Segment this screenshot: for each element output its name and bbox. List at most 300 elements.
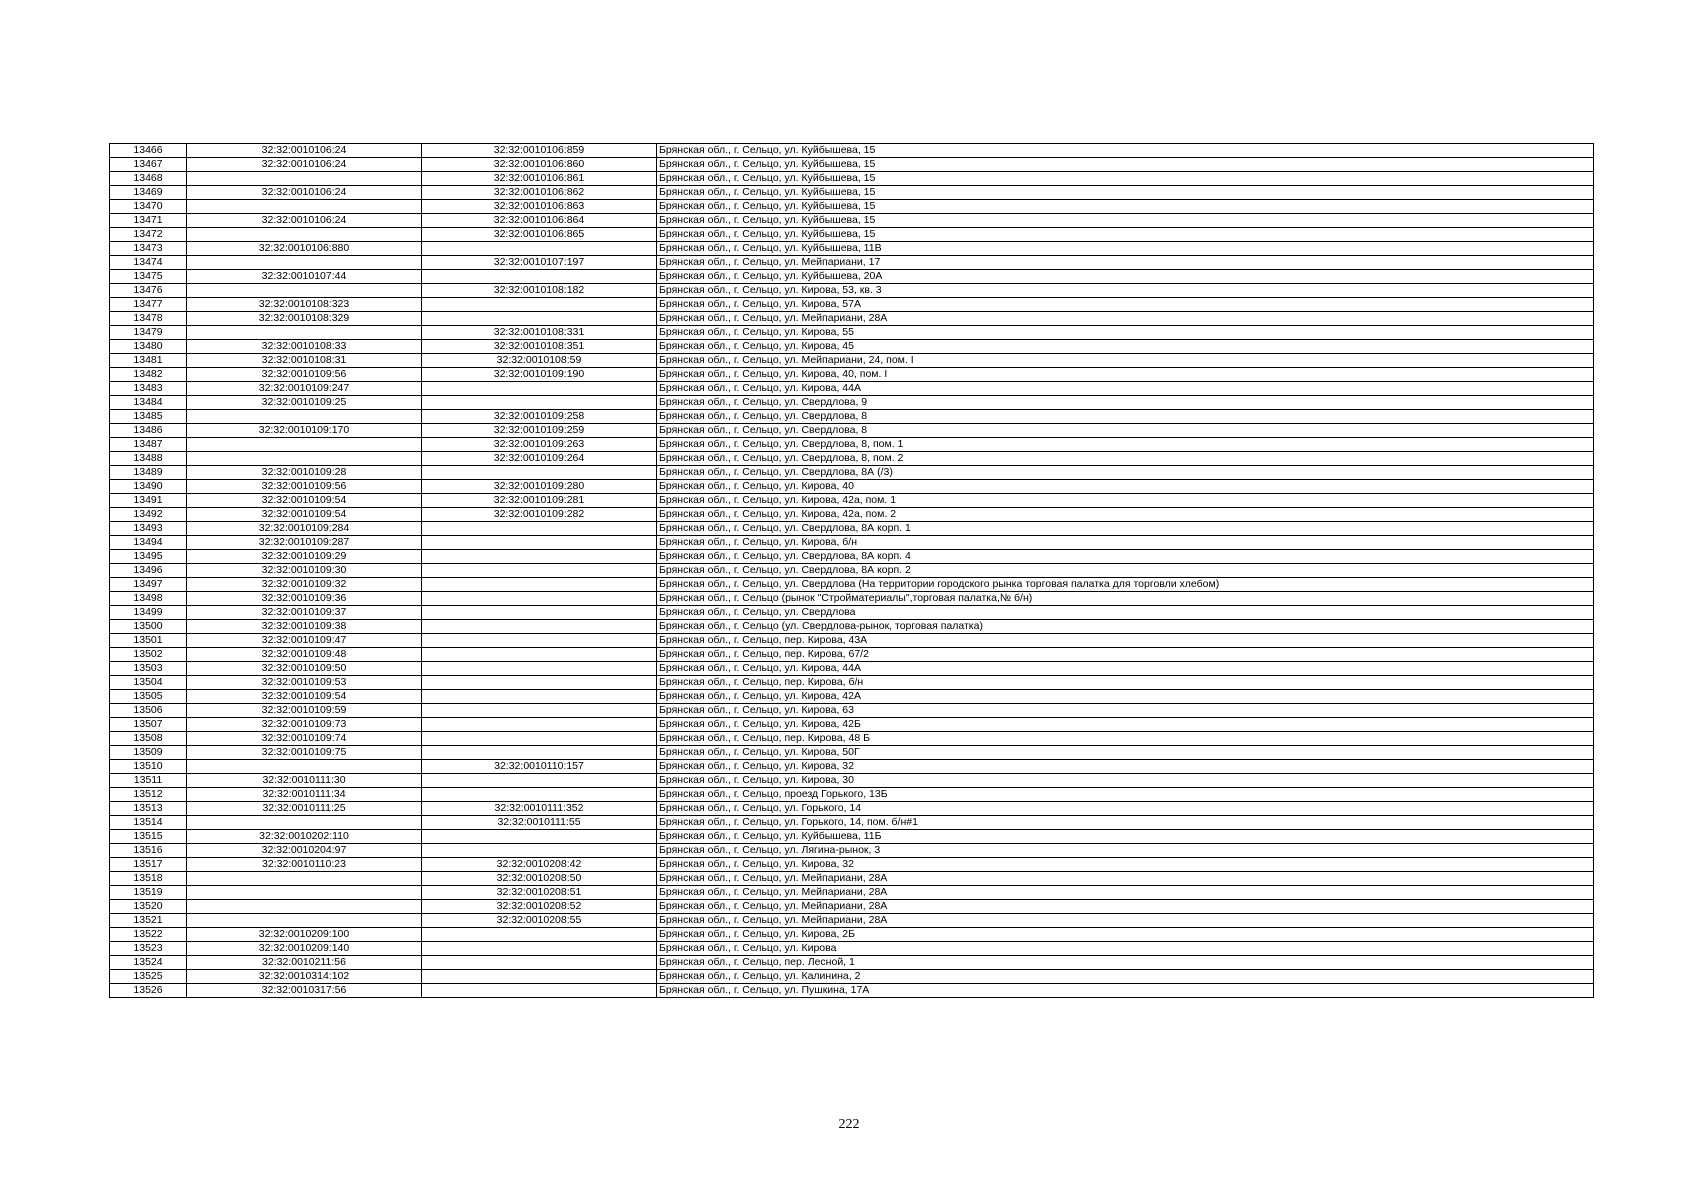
object-cadastral-number-cell: 32:32:0010109:280: [422, 480, 657, 494]
table-row: [110, 200, 1594, 214]
object-cadastral-number-cell: 32:32:0010108:331: [422, 326, 657, 340]
table-row: [110, 354, 1594, 368]
row-number-cell: 13490: [110, 480, 187, 494]
cadastral-number-cell: [187, 228, 422, 242]
address-cell: Брянская обл., г. Сельцо, ул. Мейпариани, 28А: [657, 914, 1594, 928]
object-cadastral-number-cell: 32:32:0010106:863: [422, 200, 657, 214]
object-cadastral-number-cell: 32:32:0010106:865: [422, 228, 657, 242]
table-row: [110, 466, 1594, 480]
object-cadastral-number-cell: [422, 312, 657, 326]
object-cadastral-number-cell: [422, 550, 657, 564]
address-cell: Брянская обл., г. Сельцо, ул. Куйбышева, 15: [657, 144, 1594, 158]
object-cadastral-number-cell: 32:32:0010208:55: [422, 914, 657, 928]
cadastral-number-cell: 32:32:0010109:54: [187, 690, 422, 704]
table-row: [110, 424, 1594, 438]
row-number-cell: 13516: [110, 844, 187, 858]
address-cell: Брянская обл., г. Сельцо, проезд Горького, 13Б: [657, 788, 1594, 802]
address-cell: Брянская обл., г. Сельцо, ул. Кирова, 2Б: [657, 928, 1594, 942]
cadastral-number-cell: 32:32:0010109:32: [187, 578, 422, 592]
address-cell: Брянская обл., г. Сельцо, ул. Кирова, б/н: [657, 536, 1594, 550]
table-row: [110, 942, 1594, 956]
object-cadastral-number-cell: [422, 774, 657, 788]
row-number-cell: 13518: [110, 872, 187, 886]
object-cadastral-number-cell: [422, 830, 657, 844]
cadastral-number-cell: 32:32:0010110:23: [187, 858, 422, 872]
object-cadastral-number-cell: 32:32:0010109:190: [422, 368, 657, 382]
row-number-cell: 13477: [110, 298, 187, 312]
table-row: [110, 886, 1594, 900]
table-row: [110, 788, 1594, 802]
table-row: [110, 494, 1594, 508]
cadastral-number-cell: 32:32:0010108:33: [187, 340, 422, 354]
table-row: [110, 536, 1594, 550]
row-number-cell: 13470: [110, 200, 187, 214]
row-number-cell: 13508: [110, 732, 187, 746]
registry-table: [109, 143, 1594, 998]
object-cadastral-number-cell: [422, 928, 657, 942]
address-cell: Брянская обл., г. Сельцо, ул. Куйбышева, 11В: [657, 242, 1594, 256]
object-cadastral-number-cell: [422, 536, 657, 550]
address-cell: Брянская обл., г. Сельцо, ул. Свердлова: [657, 606, 1594, 620]
cadastral-number-cell: [187, 284, 422, 298]
object-cadastral-number-cell: 32:32:0010109:259: [422, 424, 657, 438]
cadastral-number-cell: [187, 172, 422, 186]
row-number-cell: 13466: [110, 144, 187, 158]
cadastral-number-cell: 32:32:0010108:329: [187, 312, 422, 326]
table-row: [110, 928, 1594, 942]
object-cadastral-number-cell: 32:32:0010208:42: [422, 858, 657, 872]
table-row: [110, 774, 1594, 788]
cadastral-number-cell: 32:32:0010111:30: [187, 774, 422, 788]
table-row: [110, 564, 1594, 578]
row-number-cell: 13509: [110, 746, 187, 760]
object-cadastral-number-cell: 32:32:0010111:55: [422, 816, 657, 830]
row-number-cell: 13497: [110, 578, 187, 592]
address-cell: Брянская обл., г. Сельцо, ул. Кирова, 63: [657, 704, 1594, 718]
table-row: [110, 592, 1594, 606]
row-number-cell: 13468: [110, 172, 187, 186]
address-cell: Брянская обл., г. Сельцо, ул. Кирова, 42Б: [657, 718, 1594, 732]
row-number-cell: 13496: [110, 564, 187, 578]
table-row: [110, 984, 1594, 998]
table-row: [110, 914, 1594, 928]
table-row: [110, 452, 1594, 466]
object-cadastral-number-cell: [422, 942, 657, 956]
object-cadastral-number-cell: [422, 970, 657, 984]
row-number-cell: 13478: [110, 312, 187, 326]
table-row: [110, 522, 1594, 536]
table-row: [110, 284, 1594, 298]
table-row: [110, 956, 1594, 970]
row-number-cell: 13499: [110, 606, 187, 620]
address-cell: Брянская обл., г. Сельцо, ул. Мейпариани, 28А: [657, 900, 1594, 914]
address-cell: Брянская обл., г. Сельцо, ул. Лягина-рынок, 3: [657, 844, 1594, 858]
object-cadastral-number-cell: 32:32:0010208:52: [422, 900, 657, 914]
row-number-cell: 13512: [110, 788, 187, 802]
address-cell: Брянская обл., г. Сельцо, ул. Кирова, 42а, пом. 2: [657, 508, 1594, 522]
object-cadastral-number-cell: [422, 732, 657, 746]
address-cell: Брянская обл., г. Сельцо, ул. Куйбышева, 20А: [657, 270, 1594, 284]
address-cell: Брянская обл., г. Сельцо (рынок "Стройматериалы",торговая палатка,№ б/н): [657, 592, 1594, 606]
table-row: [110, 802, 1594, 816]
cadastral-number-cell: [187, 256, 422, 270]
table-row: [110, 578, 1594, 592]
row-number-cell: 13482: [110, 368, 187, 382]
object-cadastral-number-cell: 32:32:0010107:197: [422, 256, 657, 270]
address-cell: Брянская обл., г. Сельцо, ул. Мейпариани, 17: [657, 256, 1594, 270]
cadastral-number-cell: 32:32:0010109:25: [187, 396, 422, 410]
object-cadastral-number-cell: [422, 382, 657, 396]
address-cell: Брянская обл., г. Сельцо, ул. Кирова, 40: [657, 480, 1594, 494]
address-cell: Брянская обл., г. Сельцо, пер. Кирова, 48 Б: [657, 732, 1594, 746]
table-row: [110, 550, 1594, 564]
cadastral-number-cell: [187, 452, 422, 466]
address-cell: Брянская обл., г. Сельцо, ул. Свердлова, 8: [657, 410, 1594, 424]
row-number-cell: 13507: [110, 718, 187, 732]
address-cell: Брянская обл., г. Сельцо, ул. Кирова, 57А: [657, 298, 1594, 312]
address-cell: Брянская обл., г. Сельцо, ул. Кирова, 44А: [657, 382, 1594, 396]
address-cell: Брянская обл., г. Сельцо, ул. Мейпариани, 28А: [657, 886, 1594, 900]
page-number: 222: [838, 1117, 860, 1132]
row-number-cell: 13493: [110, 522, 187, 536]
object-cadastral-number-cell: [422, 718, 657, 732]
object-cadastral-number-cell: 32:32:0010106:862: [422, 186, 657, 200]
address-cell: Брянская обл., г. Сельцо, ул. Кирова, 55: [657, 326, 1594, 340]
cadastral-number-cell: 32:32:0010204:97: [187, 844, 422, 858]
row-number-cell: 13504: [110, 676, 187, 690]
object-cadastral-number-cell: [422, 648, 657, 662]
row-number-cell: 13476: [110, 284, 187, 298]
object-cadastral-number-cell: [422, 746, 657, 760]
address-cell: Брянская обл., г. Сельцо, ул. Кирова, 45: [657, 340, 1594, 354]
table-row: [110, 760, 1594, 774]
object-cadastral-number-cell: [422, 844, 657, 858]
address-cell: Брянская обл., г. Сельцо, ул. Мейпариани, 24, пом. I: [657, 354, 1594, 368]
address-cell: Брянская обл., г. Сельцо, ул. Кирова, 32: [657, 858, 1594, 872]
cadastral-number-cell: 32:32:0010109:56: [187, 368, 422, 382]
cadastral-number-cell: 32:32:0010109:284: [187, 522, 422, 536]
table-row: [110, 704, 1594, 718]
registry-table-body: [110, 144, 1594, 998]
address-cell: Брянская обл., г. Сельцо, ул. Куйбышева, 15: [657, 158, 1594, 172]
object-cadastral-number-cell: [422, 956, 657, 970]
row-number-cell: 13526: [110, 984, 187, 998]
row-number-cell: 13519: [110, 886, 187, 900]
table-row: [110, 508, 1594, 522]
row-number-cell: 13488: [110, 452, 187, 466]
table-row: [110, 340, 1594, 354]
object-cadastral-number-cell: 32:32:0010108:182: [422, 284, 657, 298]
object-cadastral-number-cell: 32:32:0010109:258: [422, 410, 657, 424]
table-row: [110, 718, 1594, 732]
table-row: [110, 172, 1594, 186]
cadastral-number-cell: 32:32:0010109:47: [187, 634, 422, 648]
address-cell: Брянская обл., г. Сельцо, ул. Свердлова, 8А корп. 4: [657, 550, 1594, 564]
table-row: [110, 312, 1594, 326]
object-cadastral-number-cell: 32:32:0010208:50: [422, 872, 657, 886]
cadastral-number-cell: 32:32:0010109:37: [187, 606, 422, 620]
address-cell: Брянская обл., г. Сельцо, ул. Кирова, 53, кв. 3: [657, 284, 1594, 298]
table-row: [110, 396, 1594, 410]
row-number-cell: 13500: [110, 620, 187, 634]
table-row: [110, 900, 1594, 914]
table-row: [110, 662, 1594, 676]
table-row: [110, 970, 1594, 984]
cadastral-number-cell: 32:32:0010109:75: [187, 746, 422, 760]
object-cadastral-number-cell: [422, 676, 657, 690]
table-row: [110, 620, 1594, 634]
row-number-cell: 13486: [110, 424, 187, 438]
table-row: [110, 438, 1594, 452]
address-cell: Брянская обл., г. Сельцо, ул. Горького, 14: [657, 802, 1594, 816]
cadastral-number-cell: 32:32:0010109:29: [187, 550, 422, 564]
row-number-cell: 13520: [110, 900, 187, 914]
cadastral-number-cell: [187, 872, 422, 886]
cadastral-number-cell: 32:32:0010211:56: [187, 956, 422, 970]
table-row: [110, 228, 1594, 242]
row-number-cell: 13475: [110, 270, 187, 284]
row-number-cell: 13495: [110, 550, 187, 564]
cadastral-number-cell: [187, 760, 422, 774]
address-cell: Брянская обл., г. Сельцо, ул. Калинина, 2: [657, 970, 1594, 984]
table-row: [110, 746, 1594, 760]
cadastral-number-cell: 32:32:0010109:74: [187, 732, 422, 746]
address-cell: Брянская обл., г. Сельцо, ул. Свердлова, 8А корп. 2: [657, 564, 1594, 578]
object-cadastral-number-cell: [422, 620, 657, 634]
object-cadastral-number-cell: [422, 298, 657, 312]
cadastral-number-cell: 32:32:0010108:31: [187, 354, 422, 368]
address-cell: Брянская обл., г. Сельцо, ул. Куйбышева, 15: [657, 186, 1594, 200]
object-cadastral-number-cell: [422, 662, 657, 676]
object-cadastral-number-cell: 32:32:0010208:51: [422, 886, 657, 900]
table-row: [110, 158, 1594, 172]
address-cell: Брянская обл., г. Сельцо, ул. Кирова, 50Г: [657, 746, 1594, 760]
row-number-cell: 13491: [110, 494, 187, 508]
row-number-cell: 13474: [110, 256, 187, 270]
table-row: [110, 256, 1594, 270]
address-cell: Брянская обл., г. Сельцо (ул. Свердлова-рынок, торговая палатка): [657, 620, 1594, 634]
address-cell: Брянская обл., г. Сельцо, пер. Кирова, б/н: [657, 676, 1594, 690]
address-cell: Брянская обл., г. Сельцо, ул. Куйбышева, 15: [657, 172, 1594, 186]
cadastral-number-cell: 32:32:0010109:287: [187, 536, 422, 550]
row-number-cell: 13522: [110, 928, 187, 942]
table-row: [110, 270, 1594, 284]
address-cell: Брянская обл., г. Сельцо, ул. Куйбышева, 15: [657, 228, 1594, 242]
object-cadastral-number-cell: [422, 788, 657, 802]
address-cell: Брянская обл., г. Сельцо, пер. Лесной, 1: [657, 956, 1594, 970]
row-number-cell: 13515: [110, 830, 187, 844]
row-number-cell: 13503: [110, 662, 187, 676]
object-cadastral-number-cell: [422, 690, 657, 704]
row-number-cell: 13505: [110, 690, 187, 704]
row-number-cell: 13498: [110, 592, 187, 606]
object-cadastral-number-cell: 32:32:0010106:860: [422, 158, 657, 172]
row-number-cell: 13479: [110, 326, 187, 340]
row-number-cell: 13487: [110, 438, 187, 452]
object-cadastral-number-cell: [422, 270, 657, 284]
cadastral-number-cell: 32:32:0010106:24: [187, 158, 422, 172]
table-row: [110, 144, 1594, 158]
cadastral-number-cell: 32:32:0010109:247: [187, 382, 422, 396]
table-row: [110, 858, 1594, 872]
table-row: [110, 242, 1594, 256]
table-row: [110, 298, 1594, 312]
address-cell: Брянская обл., г. Сельцо, ул. Горького, 14, пом. б/н#1: [657, 816, 1594, 830]
table-row: [110, 844, 1594, 858]
cadastral-number-cell: [187, 410, 422, 424]
table-row: [110, 214, 1594, 228]
row-number-cell: 13467: [110, 158, 187, 172]
row-number-cell: 13494: [110, 536, 187, 550]
cadastral-number-cell: 32:32:0010109:48: [187, 648, 422, 662]
cadastral-number-cell: 32:32:0010109:54: [187, 494, 422, 508]
cadastral-number-cell: [187, 886, 422, 900]
address-cell: Брянская обл., г. Сельцо, ул. Куйбышева, 15: [657, 214, 1594, 228]
row-number-cell: 13523: [110, 942, 187, 956]
cadastral-number-cell: 32:32:0010109:50: [187, 662, 422, 676]
row-number-cell: 13514: [110, 816, 187, 830]
row-number-cell: 13481: [110, 354, 187, 368]
cadastral-number-cell: 32:32:0010109:54: [187, 508, 422, 522]
cadastral-number-cell: 32:32:0010109:30: [187, 564, 422, 578]
row-number-cell: 13492: [110, 508, 187, 522]
cadastral-number-cell: 32:32:0010202:110: [187, 830, 422, 844]
row-number-cell: 13469: [110, 186, 187, 200]
address-cell: Брянская обл., г. Сельцо, ул. Мейпариани, 28А: [657, 872, 1594, 886]
address-cell: Брянская обл., г. Сельцо, ул. Свердлова, 8, пом. 1: [657, 438, 1594, 452]
address-cell: Брянская обл., г. Сельцо, ул. Куйбышева, 15: [657, 200, 1594, 214]
cadastral-number-cell: 32:32:0010106:24: [187, 144, 422, 158]
object-cadastral-number-cell: [422, 396, 657, 410]
cadastral-number-cell: 32:32:0010108:323: [187, 298, 422, 312]
address-cell: Брянская обл., г. Сельцо, пер. Кирова, 43А: [657, 634, 1594, 648]
table-row: [110, 690, 1594, 704]
address-cell: Брянская обл., г. Сельцо, ул. Свердлова, 9: [657, 396, 1594, 410]
address-cell: Брянская обл., г. Сельцо, ул. Кирова, 44А: [657, 662, 1594, 676]
row-number-cell: 13489: [110, 466, 187, 480]
table-row: [110, 830, 1594, 844]
cadastral-number-cell: 32:32:0010111:25: [187, 802, 422, 816]
cadastral-number-cell: 32:32:0010109:170: [187, 424, 422, 438]
object-cadastral-number-cell: [422, 984, 657, 998]
table-row: [110, 410, 1594, 424]
cadastral-number-cell: 32:32:0010109:73: [187, 718, 422, 732]
table-row: [110, 816, 1594, 830]
address-cell: Брянская обл., г. Сельцо, ул. Кирова, 42А: [657, 690, 1594, 704]
cadastral-number-cell: [187, 200, 422, 214]
row-number-cell: 13472: [110, 228, 187, 242]
cadastral-number-cell: 32:32:0010107:44: [187, 270, 422, 284]
row-number-cell: 13524: [110, 956, 187, 970]
table-row: [110, 382, 1594, 396]
address-cell: Брянская обл., г. Сельцо, ул. Свердлова, 8А (/3): [657, 466, 1594, 480]
row-number-cell: 13473: [110, 242, 187, 256]
cadastral-number-cell: 32:32:0010209:100: [187, 928, 422, 942]
cadastral-number-cell: 32:32:0010109:38: [187, 620, 422, 634]
row-number-cell: 13484: [110, 396, 187, 410]
cadastral-number-cell: 32:32:0010109:59: [187, 704, 422, 718]
object-cadastral-number-cell: 32:32:0010109:282: [422, 508, 657, 522]
cadastral-number-cell: 32:32:0010317:56: [187, 984, 422, 998]
address-cell: Брянская обл., г. Сельцо, ул. Мейпариани, 28А: [657, 312, 1594, 326]
table-row: [110, 326, 1594, 340]
object-cadastral-number-cell: [422, 522, 657, 536]
address-cell: Брянская обл., г. Сельцо, ул. Кирова, 42а, пом. 1: [657, 494, 1594, 508]
address-cell: Брянская обл., г. Сельцо, ул. Куйбышева, 11Б: [657, 830, 1594, 844]
cadastral-number-cell: 32:32:0010111:34: [187, 788, 422, 802]
address-cell: Брянская обл., г. Сельцо, ул. Свердлова, 8А корп. 1: [657, 522, 1594, 536]
object-cadastral-number-cell: [422, 578, 657, 592]
table-row: [110, 480, 1594, 494]
object-cadastral-number-cell: [422, 242, 657, 256]
object-cadastral-number-cell: [422, 704, 657, 718]
address-cell: Брянская обл., г. Сельцо, ул. Кирова, 40, пом. I: [657, 368, 1594, 382]
object-cadastral-number-cell: 32:32:0010106:859: [422, 144, 657, 158]
row-number-cell: 13521: [110, 914, 187, 928]
object-cadastral-number-cell: [422, 564, 657, 578]
row-number-cell: 13517: [110, 858, 187, 872]
cadastral-number-cell: 32:32:0010106:24: [187, 214, 422, 228]
address-cell: Брянская обл., г. Сельцо, ул. Свердлова, 8: [657, 424, 1594, 438]
row-number-cell: 13511: [110, 774, 187, 788]
address-cell: Брянская обл., г. Сельцо, ул. Пушкина, 17А: [657, 984, 1594, 998]
cadastral-number-cell: [187, 326, 422, 340]
cadastral-number-cell: 32:32:0010106:24: [187, 186, 422, 200]
object-cadastral-number-cell: 32:32:0010108:59: [422, 354, 657, 368]
object-cadastral-number-cell: 32:32:0010110:157: [422, 760, 657, 774]
object-cadastral-number-cell: [422, 634, 657, 648]
object-cadastral-number-cell: 32:32:0010111:352: [422, 802, 657, 816]
row-number-cell: 13525: [110, 970, 187, 984]
cadastral-number-cell: 32:32:0010106:880: [187, 242, 422, 256]
cadastral-number-cell: [187, 914, 422, 928]
object-cadastral-number-cell: 32:32:0010106:864: [422, 214, 657, 228]
cadastral-number-cell: 32:32:0010109:56: [187, 480, 422, 494]
object-cadastral-number-cell: 32:32:0010109:281: [422, 494, 657, 508]
row-number-cell: 13471: [110, 214, 187, 228]
object-cadastral-number-cell: 32:32:0010108:351: [422, 340, 657, 354]
cadastral-number-cell: 32:32:0010209:140: [187, 942, 422, 956]
table-row: [110, 186, 1594, 200]
cadastral-number-cell: [187, 816, 422, 830]
object-cadastral-number-cell: [422, 592, 657, 606]
table-row: [110, 634, 1594, 648]
cadastral-number-cell: 32:32:0010109:53: [187, 676, 422, 690]
address-cell: Брянская обл., г. Сельцо, ул. Свердлова, 8, пом. 2: [657, 452, 1594, 466]
cadastral-number-cell: 32:32:0010314:102: [187, 970, 422, 984]
object-cadastral-number-cell: 32:32:0010109:263: [422, 438, 657, 452]
object-cadastral-number-cell: [422, 466, 657, 480]
object-cadastral-number-cell: 32:32:0010109:264: [422, 452, 657, 466]
address-cell: Брянская обл., г. Сельцо, ул. Кирова, 30: [657, 774, 1594, 788]
object-cadastral-number-cell: 32:32:0010106:861: [422, 172, 657, 186]
row-number-cell: 13506: [110, 704, 187, 718]
row-number-cell: 13513: [110, 802, 187, 816]
row-number-cell: 13485: [110, 410, 187, 424]
table-row: [110, 648, 1594, 662]
table-row: [110, 732, 1594, 746]
cadastral-number-cell: [187, 900, 422, 914]
table-row: [110, 676, 1594, 690]
row-number-cell: 13502: [110, 648, 187, 662]
address-cell: Брянская обл., г. Сельцо, ул. Кирова: [657, 942, 1594, 956]
cadastral-number-cell: [187, 438, 422, 452]
table-row: [110, 606, 1594, 620]
row-number-cell: 13480: [110, 340, 187, 354]
address-cell: Брянская обл., г. Сельцо, ул. Кирова, 32: [657, 760, 1594, 774]
table-row: [110, 872, 1594, 886]
cadastral-number-cell: 32:32:0010109:36: [187, 592, 422, 606]
